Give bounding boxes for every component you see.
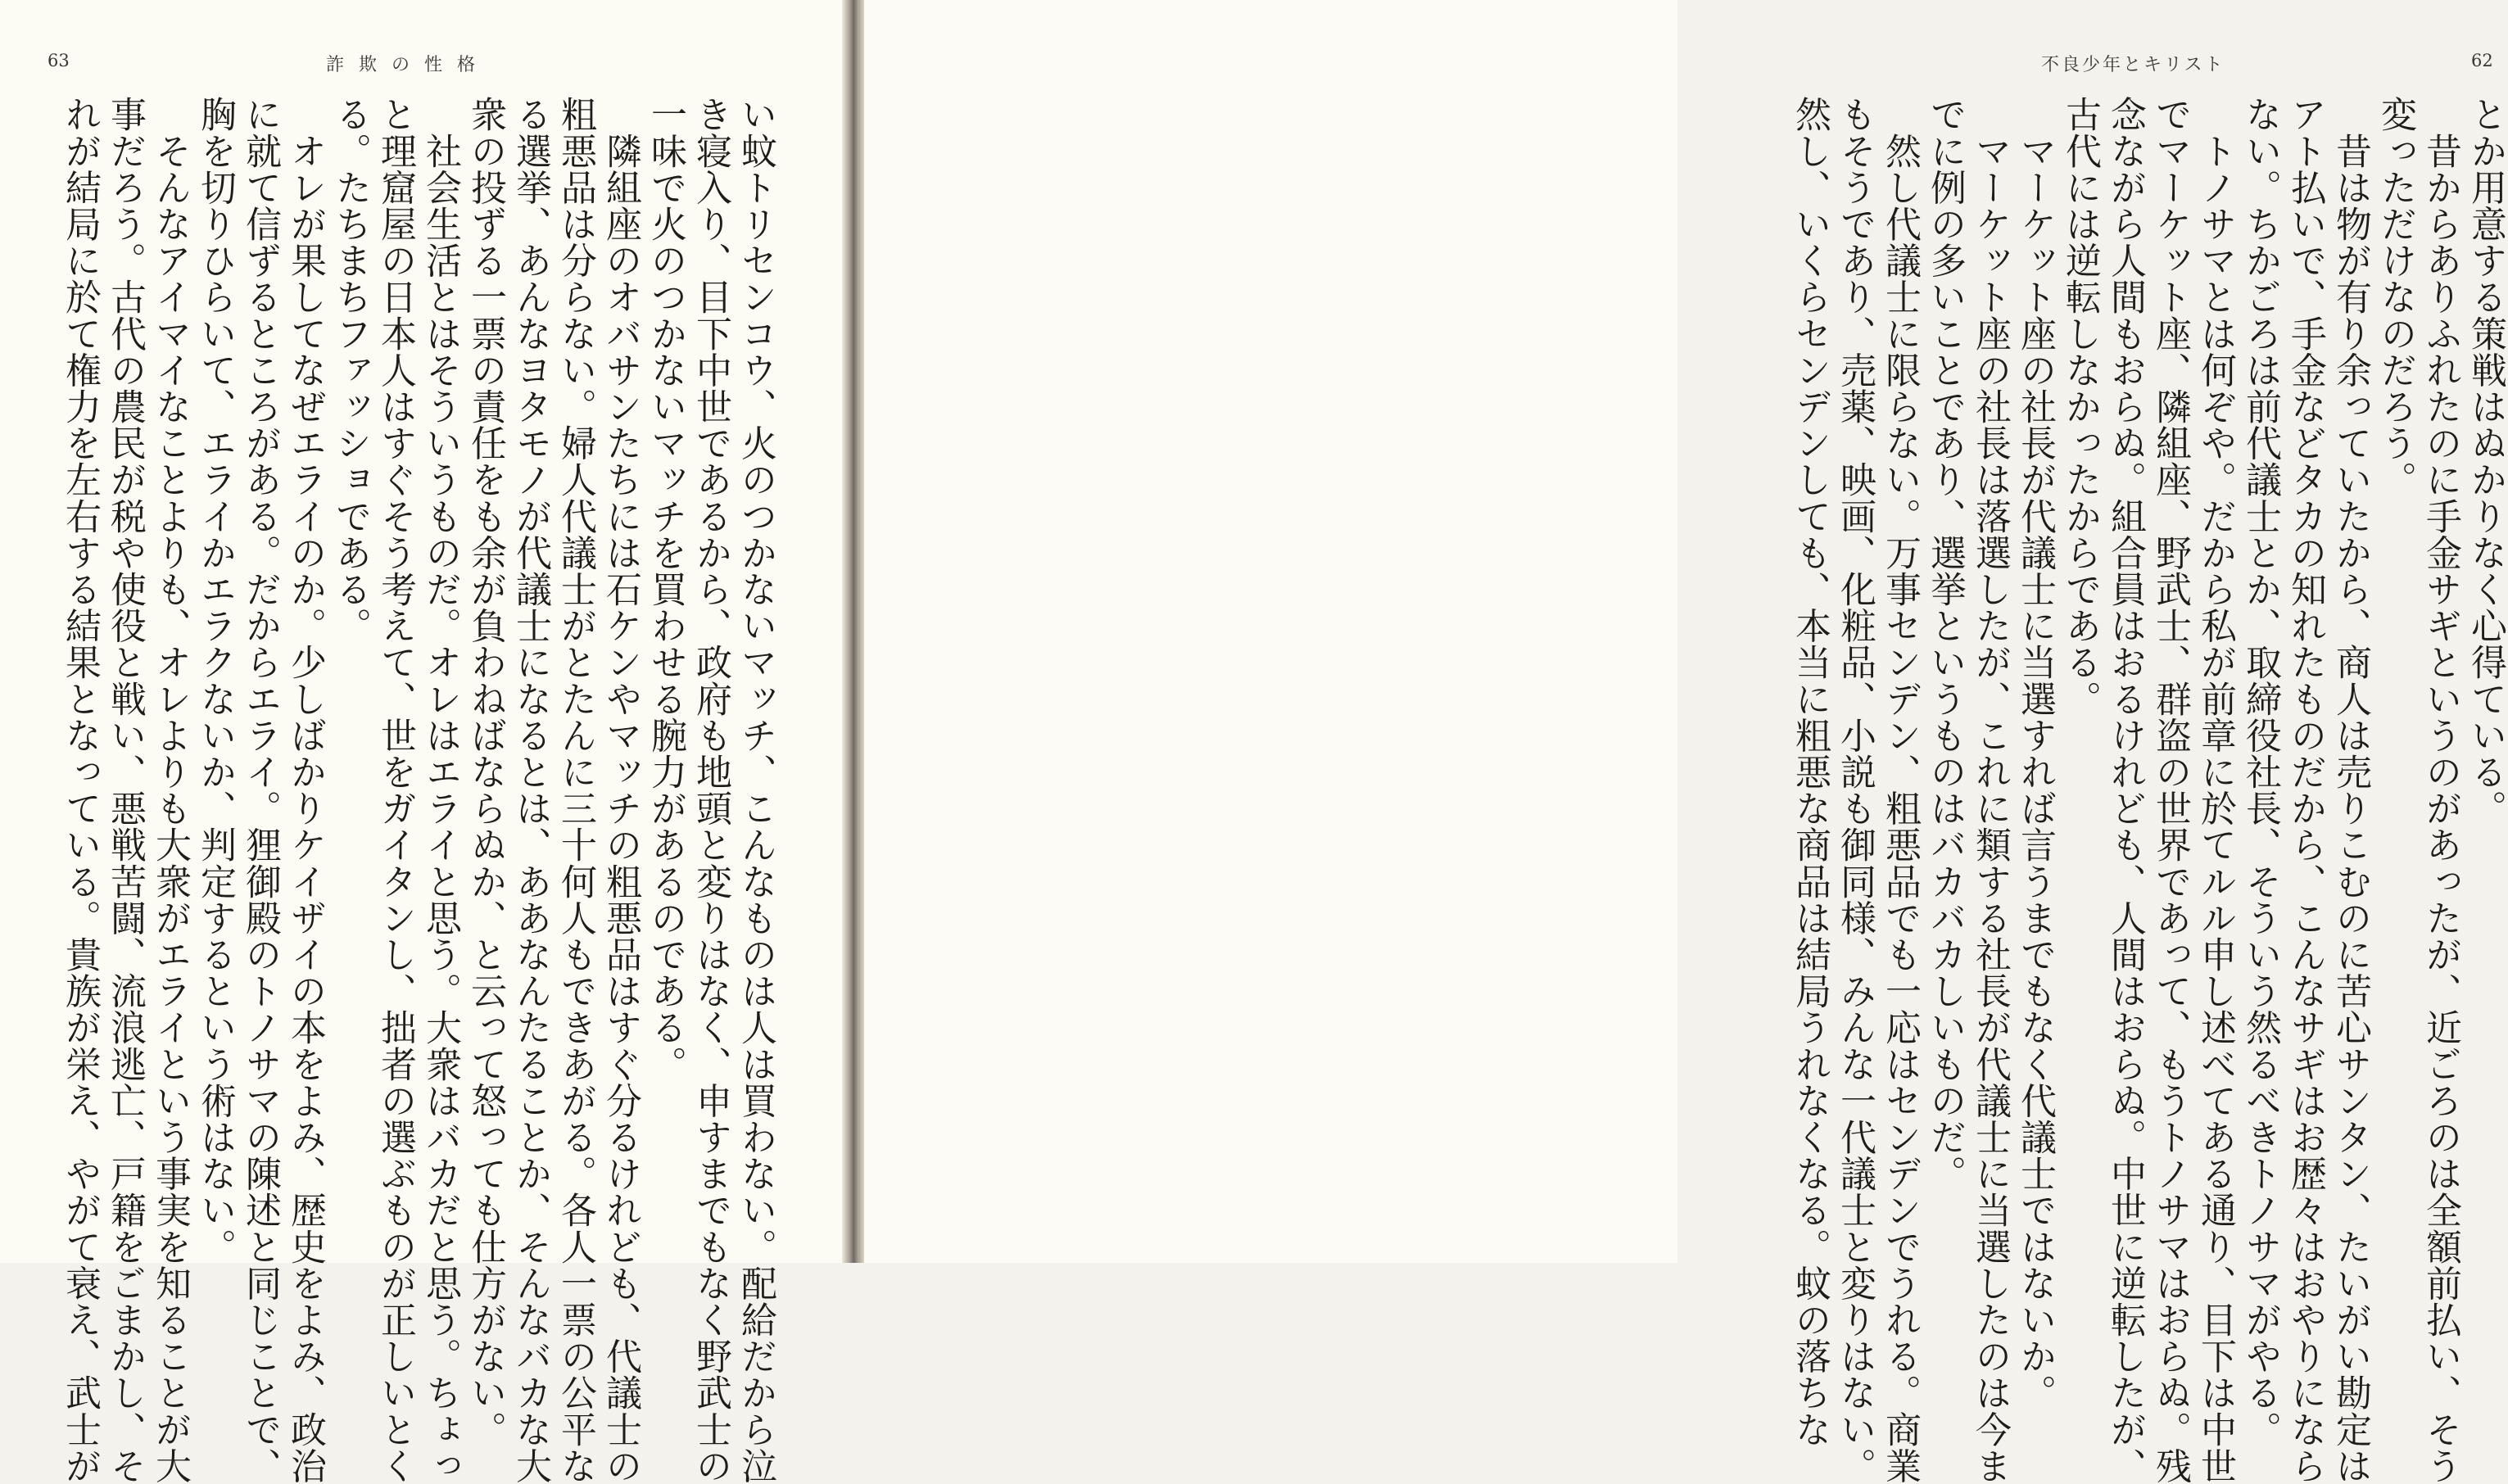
right-page-number: 62 <box>2471 51 2493 70</box>
text-line: に就て信ずるところがある。だからエライ。狸御殿のトノサマの陳述と同じことで、 <box>239 96 281 1484</box>
text-line: でに例の多いことであり、選挙というものはバカバカしいものだ。 <box>1924 96 1966 1192</box>
text-line: れが結局に於て権力を左右する結果となっている。貴族が栄え、やがて衰え、武士が <box>59 96 101 1484</box>
text-line: マーケット座の社長は落選したが、これに類する社長が代議士に当選したのは今ま <box>1969 96 2011 1484</box>
text-line: 胸を切りひらいて、エライかエラクないか、判定するという術はない。 <box>194 96 236 1265</box>
text-line: 然し代議士に限らない。万事センデン、粗悪品でも一応はセンデンでうれる。商業 <box>1879 96 1921 1484</box>
right-page-text <box>1768 96 2508 1484</box>
left-page-number: 63 <box>48 51 70 70</box>
text-line: 隣組座のオバサンたちには石ケンやマッチの粗悪品はすぐ分るけれども、代議士の <box>600 96 641 1484</box>
text-line: る選挙、あんなヨタモノが代議士になるとは、ああなんたることか、そんなバカな大 <box>509 96 551 1484</box>
text-line: とか用意する策戦はぬかりなく心得ている。 <box>2465 96 2506 826</box>
text-line: 昔からありふれたのに手金サギというのがあったが、近ごろのは全額前払い、そう <box>2420 96 2461 1484</box>
text-line: アト払いで、手金などタカの知れたものだから、こんなサギはお歴々はおやりになら <box>2284 96 2326 1484</box>
left-page-text <box>49 96 778 1484</box>
text-line: マーケット座の社長が代議士に当選すれば言うまでもなく代議士ではないか。 <box>2014 96 2056 1411</box>
text-line: 然し、いくらセンデンしても、本当に粗悪な商品は結局うれなくなる。蚊の落ちな <box>1789 96 1831 1448</box>
left-running-head: 詐欺の性格 <box>326 55 491 75</box>
right-running-head: 不良少年とキリスト <box>2041 55 2225 75</box>
text-line: 昔は物が有り余っていたから、商人は売りこむのに苦心サンタン、たいがい勘定は <box>2329 96 2371 1484</box>
text-line: でマーケット座、隣組座、野武士、群盗の世界であって、もうトノサマはおらぬ。残 <box>2149 96 2191 1484</box>
text-line: 念ながら人間もおらぬ。組合員はおるけれども、人間はおらぬ。中世に逆転したが、 <box>2104 96 2146 1484</box>
text-line: トノサマとは何ぞや。だから私が前章に於てルル申し述べてある通り、目下は中世 <box>2194 96 2236 1484</box>
text-line: ない。ちかごろは前代議士とか、取締役社長、そういう然るべきトノサマがやる。 <box>2239 96 2281 1448</box>
text-line: と理窟屋の日本人はすぐそう考えて、世をガイタンし、拙者の選ぶものが正しいとく <box>374 96 416 1484</box>
text-line: 社会生活とはそういうものだ。オレはエライと思う。大衆はバカだと思う。ちょっ <box>419 96 461 1484</box>
book-gutter <box>842 0 867 1263</box>
text-line: 一味で火のつかないマッチを買わせる腕力があるのである。 <box>645 96 686 1083</box>
left-page <box>0 0 846 1484</box>
text-line: 衆の投ずる一票の責任をも余が負わねばならぬか、と云って怒っても仕方がない。 <box>464 96 506 1448</box>
text-line: 変っただけなのだろう。 <box>2374 96 2416 498</box>
text-line: る。たちまちファッショである。 <box>329 96 371 644</box>
text-line: 古代には逆転しなかったからである。 <box>2059 96 2101 717</box>
text-line: 事だろう。古代の農民が税や使役と戦い、悪戦苦闘、流浪逃亡、戸籍をごまかし、そ <box>104 96 146 1484</box>
text-line: そんなアイマイなことよりも、オレよりも大衆がエライという事実を知ることが大 <box>149 96 191 1484</box>
text-line: い蚊トリセンコウ、火のつかないマッチ、こんなものは人は買わない。配給だから泣 <box>735 96 776 1484</box>
text-line: 粗悪品は分らない。婦人代議士がとたんに三十何人もできあがる。各人一票の公平な <box>555 96 596 1484</box>
text-line: き寝入り、目下中世であるから、政府も地頭と変りはなく、申すまでもなく野武士の <box>690 96 731 1484</box>
right-page <box>864 0 2506 1484</box>
text-line: もそうであり、売薬、映画、化粧品、小説も御同様、みんな一代議士と変りはない。 <box>1834 96 1876 1484</box>
text-line: オレが果してなぜエライのか。少しばかりケイザイの本をよみ、歴史をよみ、政治 <box>284 96 326 1484</box>
